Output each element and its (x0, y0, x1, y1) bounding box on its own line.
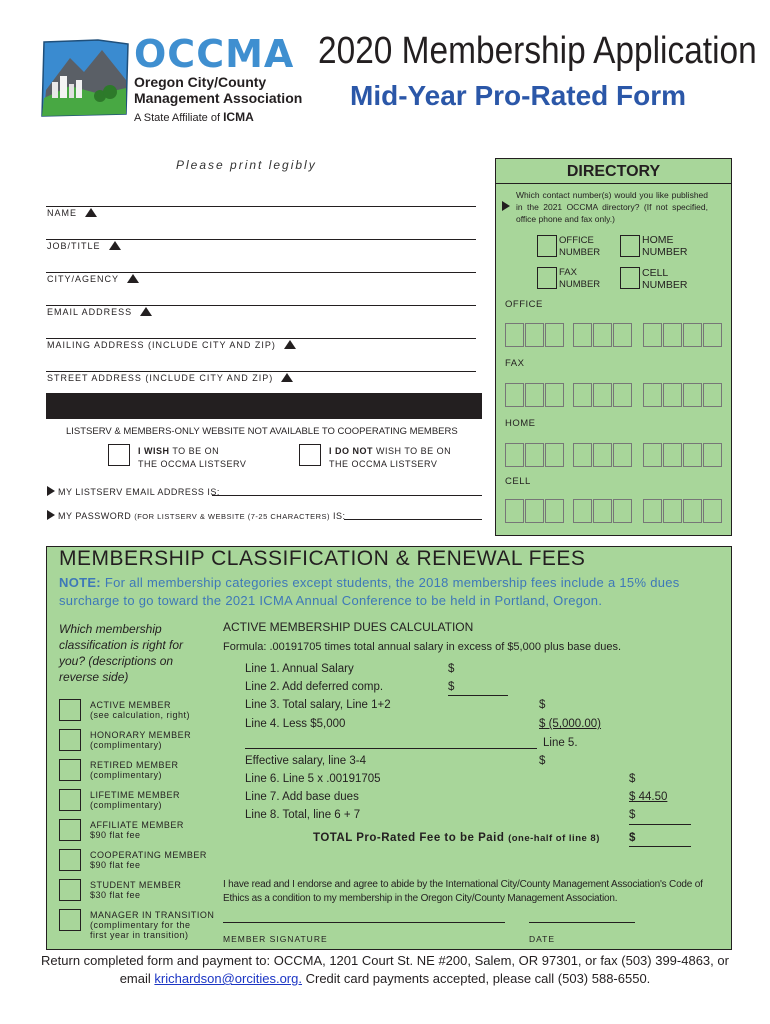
affiliate-prefix: A State Affiliate of (134, 112, 221, 124)
listserv-opt-out-checkbox[interactable] (299, 444, 321, 466)
cell-number-checkbox[interactable] (620, 267, 640, 289)
cell-phone-label: CELL (505, 476, 531, 487)
lifetime-member-label: LIFETIME MEMBER (complimentary) (90, 790, 181, 810)
job-title-label: JOB/TITLE (47, 241, 121, 251)
date-input[interactable] (529, 922, 635, 923)
contact-email-link[interactable]: krichardson@orcities.org. (154, 971, 302, 986)
footer-line1: Return completed form and payment to: OCCMA, 1201 Court St. NE #200, Salem, OR 97301, or fax (503) 399-4863, or (41, 953, 729, 968)
calc-line5-label: Line 5. (543, 737, 578, 749)
affiliate-brand: ICMA (223, 110, 254, 124)
calc-line3-label: Line 3. Total salary, Line 1+2 (245, 699, 391, 711)
date-label: DATE (529, 934, 556, 944)
opt-in-rest: TO BE ON (169, 446, 220, 456)
email-label: EMAIL ADDRESS (47, 307, 152, 317)
listserv-opt-out-label (329, 445, 451, 471)
membership-note (59, 574, 729, 610)
city-agency-label: CITY/AGENCY (47, 274, 139, 284)
divider-bar (46, 393, 482, 419)
city-agency-field[interactable] (46, 272, 476, 273)
calc-line7-label: Line 7. Add base dues (245, 791, 359, 803)
office-number-checkbox[interactable] (537, 235, 557, 257)
calc-effective-label: Effective salary, line 3-4 (245, 755, 367, 767)
arrow-right-icon (47, 510, 55, 520)
calc-line1-dollar: $ (448, 663, 455, 675)
honorary-member-checkbox[interactable] (59, 729, 81, 751)
mailing-address-label: MAILING ADDRESS (INCLUDE CITY AND ZIP) (47, 340, 296, 350)
page-subtitle: Mid-Year Pro-Rated Form (350, 80, 687, 111)
arrow-up-icon (85, 208, 97, 217)
calc-line8-label: Line 8. Total, line 6 + 7 (245, 809, 361, 821)
lifetime-member-checkbox[interactable] (59, 789, 81, 811)
arrow-up-icon (127, 274, 139, 283)
home-phone-label: HOME (505, 418, 536, 429)
calc-line7-value: $ 44.50 (629, 791, 668, 803)
footer-line2: email krichardson@orcities.org. Credit card payments accepted, please call (503) 588-6550. (119, 971, 651, 986)
calc-line2-input[interactable] (448, 695, 508, 696)
retired-member-label: RETIRED MEMBER (complimentary) (90, 760, 179, 780)
street-address-field[interactable] (46, 371, 476, 372)
directory-question: Which contact number(s) would you like published in the 2021 OCCMA directory? (If not specified, office phone and fax only.) (516, 190, 708, 224)
street-address-label: STREET ADDRESS (INCLUDE CITY AND ZIP) (47, 373, 293, 383)
email-field[interactable] (46, 305, 476, 306)
name-field[interactable] (46, 206, 476, 207)
calc-heading: ACTIVE MEMBERSHIP DUES CALCULATION (223, 620, 474, 634)
opt-in-line2: THE OCCMA LISTSERV (138, 459, 247, 469)
active-member-checkbox[interactable] (59, 699, 81, 721)
manager-transition-label: MANAGER IN TRANSITION (complimentary for the first year in transition) (90, 910, 215, 940)
password-label: MY PASSWORD (FOR LISTSERV & WEBSITE (7-25 CHARACTERS) IS: (47, 510, 346, 521)
opt-out-line2: THE OCCMA LISTSERV (329, 459, 438, 469)
classification-prompt: Which membership classification is right for you? (descriptions on reverse side) (59, 622, 184, 684)
affiliate-member-label: AFFILIATE MEMBER $90 flat fee (90, 820, 184, 840)
honorary-member-label: HONORARY MEMBER (complimentary) (90, 730, 192, 750)
logo-subtitle-line2: Management Association (134, 90, 303, 106)
total-fee-dollar: $ (629, 832, 636, 844)
calc-line2-dollar: $ (448, 681, 455, 693)
student-member-label: STUDENT MEMBER $30 flat fee (90, 880, 182, 900)
calc-line1-label: Line 1. Annual Salary (245, 663, 354, 675)
listserv-heading: LISTSERV & MEMBERS-ONLY WEBSITE NOT AVAILABLE TO COOPERATING MEMBERS (66, 426, 458, 437)
calc-line2-label: Line 2. Add deferred comp. (245, 681, 384, 693)
job-title-field[interactable] (46, 239, 476, 240)
retired-member-checkbox[interactable] (59, 759, 81, 781)
signature-input[interactable] (223, 922, 505, 923)
cooperating-member-checkbox[interactable] (59, 849, 81, 871)
arrow-right-icon (502, 201, 510, 211)
oregon-logo-icon (40, 38, 132, 118)
opt-out-bold: I DO NOT (329, 446, 373, 456)
logo-wordmark: OCCMA (134, 32, 295, 76)
fax-number-label: FAX NUMBER (559, 267, 601, 290)
membership-panel (46, 546, 732, 950)
listserv-email-label: MY LISTSERV EMAIL ADDRESS IS: (47, 486, 220, 497)
print-instruction: Please print legibly (176, 158, 317, 172)
student-member-checkbox[interactable] (59, 879, 81, 901)
logo-subtitle-line1: Oregon City/County (134, 74, 267, 90)
home-number-checkbox[interactable] (620, 235, 640, 257)
opt-out-rest: WISH TO BE ON (373, 446, 452, 456)
fax-number-checkbox[interactable] (537, 267, 557, 289)
manager-transition-checkbox[interactable] (59, 909, 81, 931)
listserv-email-input[interactable] (212, 495, 482, 496)
directory-title-rule (496, 183, 731, 184)
total-fee-input[interactable] (629, 846, 691, 847)
password-note: (FOR LISTSERV & WEBSITE (7-25 CHARACTERS) (134, 512, 331, 521)
listserv-opt-in-checkbox[interactable] (108, 444, 130, 466)
home-number-label: HOME NUMBER (642, 234, 688, 258)
directory-title: DIRECTORY (566, 163, 661, 180)
signature-label: MEMBER SIGNATURE (223, 934, 328, 944)
note-text: For all membership categories except students, the 2018 membership fees include a 15% dues surcharge to go toward the 2021 ICMA Annual Conference to be held in Portland, Oregon. (59, 575, 680, 608)
note-label: NOTE: (59, 575, 101, 590)
total-fee-label: TOTAL Pro-Rated Fee to be Paid (one-half of line 8) (313, 832, 600, 844)
fax-phone-label: FAX (505, 358, 525, 369)
arrow-up-icon (281, 373, 293, 382)
calc-line3-dollar: $ (539, 699, 546, 711)
logo-affiliate (134, 110, 254, 124)
name-label: NAME (47, 208, 97, 218)
listserv-opt-in-label (138, 445, 246, 471)
active-member-label: ACTIVE MEMBER (see calculation, right) (90, 700, 191, 720)
password-input[interactable] (344, 519, 482, 520)
directory-panel (495, 158, 732, 536)
arrow-up-icon (140, 307, 152, 316)
arrow-up-icon (109, 241, 121, 250)
arrow-right-icon (47, 486, 55, 496)
calc-effective-dollar: $ (539, 755, 546, 767)
cooperating-member-label: COOPERATING MEMBER $90 flat fee (90, 850, 207, 870)
calc-line5-rule (245, 748, 537, 749)
cell-number-label: CELL NUMBER (642, 267, 688, 291)
office-number-label: OFFICE NUMBER (559, 235, 601, 258)
affiliate-member-checkbox[interactable] (59, 819, 81, 841)
code-of-ethics-declaration: I have read and I endorse and agree to abide by the International City/County Management Association's Code of Ethics as a condition to my membership in the Oregon City/County Management Association. (223, 879, 703, 904)
calc-formula: Formula: .00191705 times total annual salary in excess of $5,000 plus base dues. (223, 641, 622, 653)
total-fee-note: (one-half of line 8) (508, 833, 600, 844)
calc-line6-dollar: $ (629, 773, 636, 785)
calc-line8-input[interactable] (629, 824, 691, 825)
logo-subtitle (134, 74, 302, 106)
calc-line4-value: $ (5,000.00) (539, 718, 602, 730)
calc-line6-label: Line 6. Line 5 x .00191705 (245, 773, 381, 785)
calc-line4-label: Line 4. Less $5,000 (245, 718, 346, 730)
office-phone-label: OFFICE (505, 299, 543, 310)
page-title: 2020 Membership Application (318, 30, 757, 72)
footer-instructions (0, 952, 770, 988)
opt-in-bold: I WISH (138, 446, 170, 456)
membership-title: MEMBERSHIP CLASSIFICATION & RENEWAL FEES (59, 547, 586, 570)
arrow-up-icon (284, 340, 296, 349)
mailing-address-field[interactable] (46, 338, 476, 339)
calc-line8-dollar: $ (629, 809, 636, 821)
